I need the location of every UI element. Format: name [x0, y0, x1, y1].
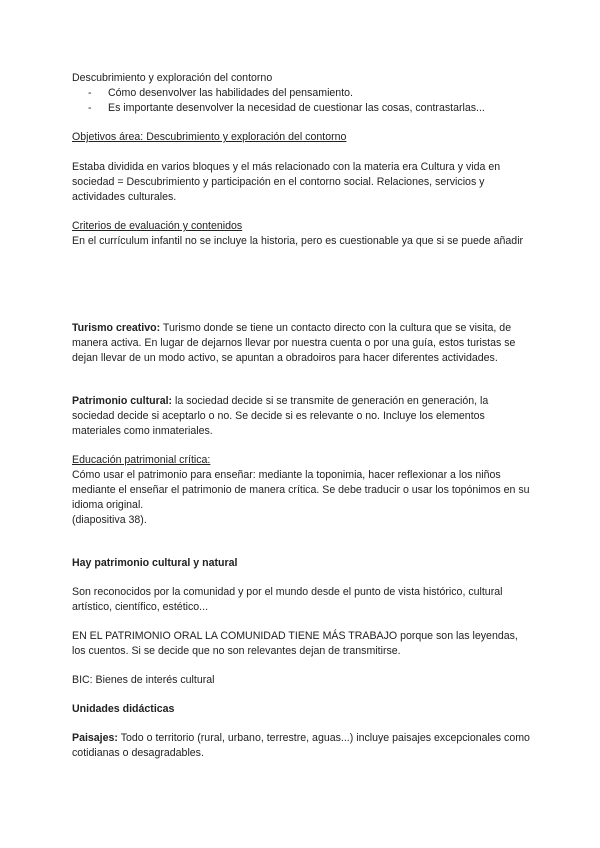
turismo-text: Turismo donde se tiene un contacto directo con la cultura que se visita, de manera activa. En lugar de dejarnos llevar por nuestra cuenta o por una guía, estos turistas se dejan llevar de un modo activo, se apuntan a obradoiros para hacer diferentes actividades.	[72, 322, 516, 364]
bic-paragraph: BIC: Bienes de interés cultural	[72, 674, 215, 686]
criterios-title: Criterios de evaluación y contenidos	[72, 220, 243, 232]
educacion-title: Educación patrimonial crítica:	[72, 454, 211, 466]
paisajes-text: Todo o territorio (rural, urbano, terrestre, aguas...) incluye paisajes excepcionales como cotidianas o desagradables.	[72, 732, 530, 759]
patrimonio-text: la sociedad decide si se transmite de generación en generación, la sociedad decide si aceptarlo o no. Se decide si es relevante o no. Incluye los elementos materiales como inmateriales.	[72, 395, 489, 437]
objetivos-paragraph: Estaba dividida en varios bloques y el más relacionado con la materia era Cultura y vida en sociedad = Descubrimiento y participación en el contorno social. Relaciones, servicios y actividades culturales.	[72, 161, 501, 203]
patrimonio-paragraph	[72, 394, 532, 439]
oral-paragraph: EN EL PATRIMONIO ORAL LA COMUNIDAD TIENE MÁS TRABAJO porque son las leyendas, los cuentos. Si se decide que no son relevantes dejan de transmitirse.	[72, 630, 518, 657]
hay-patrimonio-heading: Hay patrimonio cultural y natural	[72, 557, 238, 569]
criterios-paragraph: En el currículum infantil no se incluye la historia, pero es cuestionable ya que si se puede añadir	[72, 235, 524, 247]
educacion-section	[72, 453, 532, 528]
unidades-heading: Unidades didácticas	[72, 703, 175, 715]
hay-patrimonio-paragraph: Son reconocidos por la comunidad y por el mundo desde el punto de vista histórico, cultural artístico, científico, estético...	[72, 586, 503, 613]
educacion-note: (diapositiva 38).	[72, 514, 147, 526]
intro-heading: Descubrimiento y exploración del contorno	[72, 72, 273, 84]
bullet-marker: -	[88, 87, 92, 99]
criterios-section	[72, 219, 532, 249]
bullet-marker: -	[88, 102, 92, 114]
turismo-paragraph	[72, 321, 532, 366]
turismo-term: Turismo creativo:	[72, 322, 161, 334]
paisajes-paragraph	[72, 731, 532, 761]
list-item	[88, 101, 485, 116]
patrimonio-term: Patrimonio cultural:	[72, 395, 173, 407]
list-item	[88, 86, 353, 101]
bullet-text: Cómo desenvolver las habilidades del pensamiento.	[108, 87, 353, 99]
objetivos-title: Objetivos área: Descubrimiento y exploración del contorno	[72, 131, 347, 143]
bullet-text: Es importante desenvolver la necesidad de cuestionar las cosas, contrastarlas...	[108, 102, 485, 114]
paisajes-term: Paisajes:	[72, 732, 118, 744]
educacion-paragraph: Cómo usar el patrimonio para enseñar: mediante la toponimia, hacer reflexionar a los niños mediante el enseñar el patrimonio de manera crítica. Se debe traducir o usar los topónimos en su idioma original.	[72, 469, 530, 511]
